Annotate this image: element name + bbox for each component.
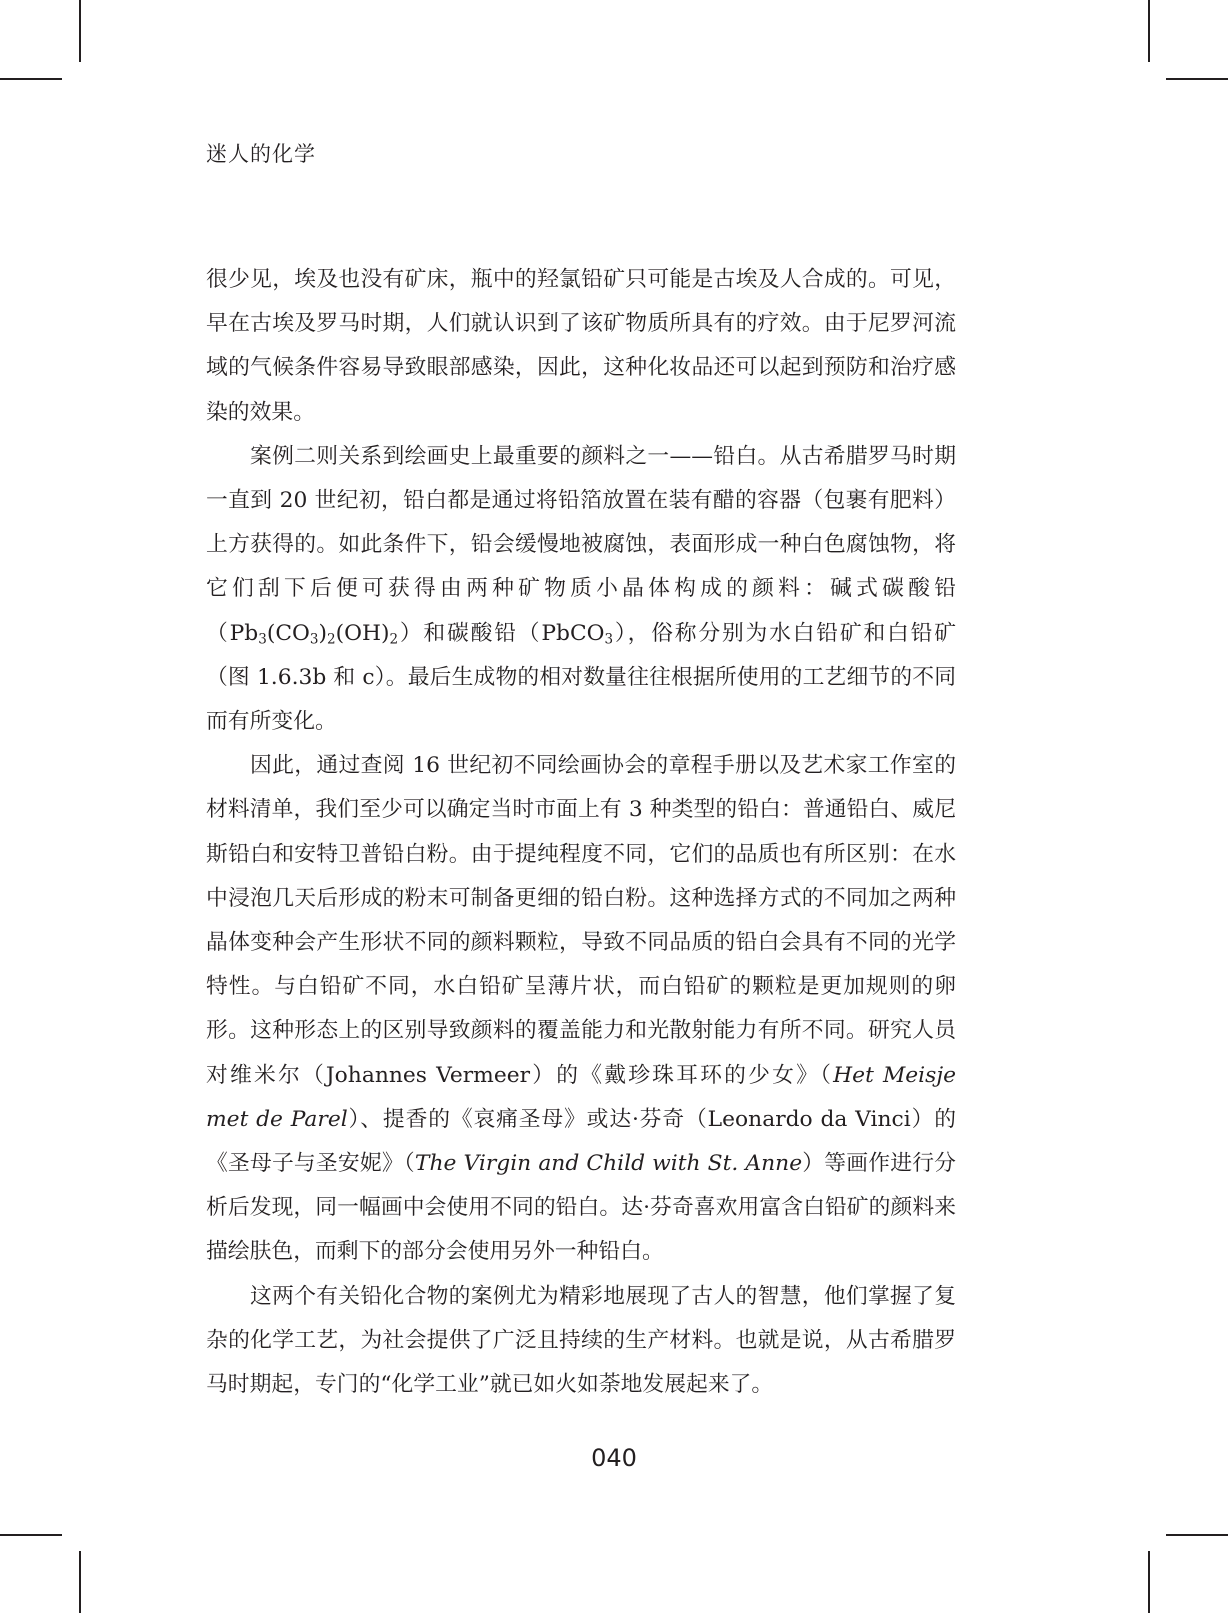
subscript: 2 bbox=[326, 631, 336, 647]
text-run: 案例二则关系到绘画史上最重要的颜料之一——铅白。从古希腊罗马时期一直到 20 世纪初，铅白都是通过将铅箔放置在装有醋的容器（包裹有肥料）上方获得的。如此条件下，铅会缓慢地被腐蚀，表面形成一种白色腐蚀物，将它们刮下后便可获得由两种矿物质小晶体构成的颜料：碱式碳酸铅（Pb bbox=[206, 443, 956, 646]
crop-mark-bottom-right-horizontal bbox=[1166, 1534, 1228, 1536]
crop-mark-top-left-horizontal bbox=[0, 78, 62, 80]
crop-mark-top-right-vertical bbox=[1148, 0, 1150, 62]
text-run: ），俗称分别为水白铅矿和白铅矿（图 1.6.3b 和 c）。最后生成物的相对数量往往根据所使用的工艺细节的不同而有所变化。 bbox=[206, 620, 956, 735]
crop-mark-top-left-vertical bbox=[79, 0, 81, 62]
running-head: 迷人的化学 bbox=[206, 142, 316, 166]
text-run: 很少见，埃及也没有矿床，瓶中的羟氯铅矿只可能是古埃及人合成的。可见，早在古埃及罗马时期，人们就认识到了该矿物质所具有的疗效。由于尼罗河流域的气候条件容易导致眼部感染，因此，这种化妆品还可以起到预防和治疗感染的效果。 bbox=[206, 267, 956, 425]
text-run: (CO bbox=[266, 620, 310, 646]
text-run: (OH) bbox=[335, 620, 390, 646]
subscript: 3 bbox=[309, 631, 319, 647]
crop-mark-bottom-right-vertical bbox=[1148, 1551, 1150, 1613]
italic-title: Het Meisje met de Parel bbox=[206, 1062, 956, 1132]
subscript: 3 bbox=[258, 631, 267, 647]
crop-mark-top-right-horizontal bbox=[1166, 78, 1228, 80]
text-run: ) bbox=[318, 620, 327, 646]
text-run: 因此，通过查阅 16 世纪初不同绘画协会的章程手册以及艺术家工作室的材料清单，我们至少可以确定当时市面上有 3 种类型的铅白：普通铅白、威尼斯铅白和安特卫普铅白粉。由于提纯程度不同，它们的品质也有所区别：在水中浸泡几天后形成的粉末可制备更细的铅白粉。这种选择方式的不同加之两种晶体变种会产生形状不同的颜料颗粒，导致不同品质的铅白会具有不同的光学特性。与白铅矿不同，水白铅矿呈薄片状，而白铅矿的颗粒是更加规则的卵形。这种形态上的区别导致颜料的覆盖能力和光散射能力有所不同。研究人员对维米尔（Johannes Vermeer）的《戴珍珠耳环的少女》（ bbox=[206, 753, 956, 1088]
paragraph-3 bbox=[206, 744, 956, 1274]
crop-mark-bottom-left-vertical bbox=[79, 1551, 81, 1613]
text-run: 这两个有关铅化合物的案例尤为精彩地展现了古人的智慧，他们掌握了复杂的化学工艺，为社会提供了广泛且持续的生产材料。也就是说，从古希腊罗马时期起，专门的“化学工业”就已如火如荼地发展起来了。 bbox=[206, 1283, 956, 1398]
paragraph-1 bbox=[206, 258, 956, 435]
crop-mark-bottom-left-horizontal bbox=[0, 1534, 62, 1536]
body-text bbox=[206, 258, 956, 1407]
page-number: 040 bbox=[591, 1444, 637, 1472]
text-run: ）和碳酸铅（PbCO bbox=[398, 620, 605, 646]
text-run: ）、提香的《哀痛圣母》或达·芬奇（Leonardo da Vinci）的《圣母子与圣安妮》（ bbox=[206, 1106, 957, 1177]
paragraph-2 bbox=[206, 435, 956, 744]
subscript: 3 bbox=[604, 631, 614, 647]
italic-title: The Virgin and Child with St. Anne bbox=[414, 1151, 803, 1177]
subscript: 2 bbox=[389, 631, 399, 647]
paragraph-4 bbox=[206, 1275, 956, 1408]
text-run: ）等画作进行分析后发现，同一幅画中会使用不同的铅白。达·芬奇喜欢用富含白铅矿的颜料来描绘肤色，而剩下的部分会使用另外一种铅白。 bbox=[206, 1151, 956, 1265]
